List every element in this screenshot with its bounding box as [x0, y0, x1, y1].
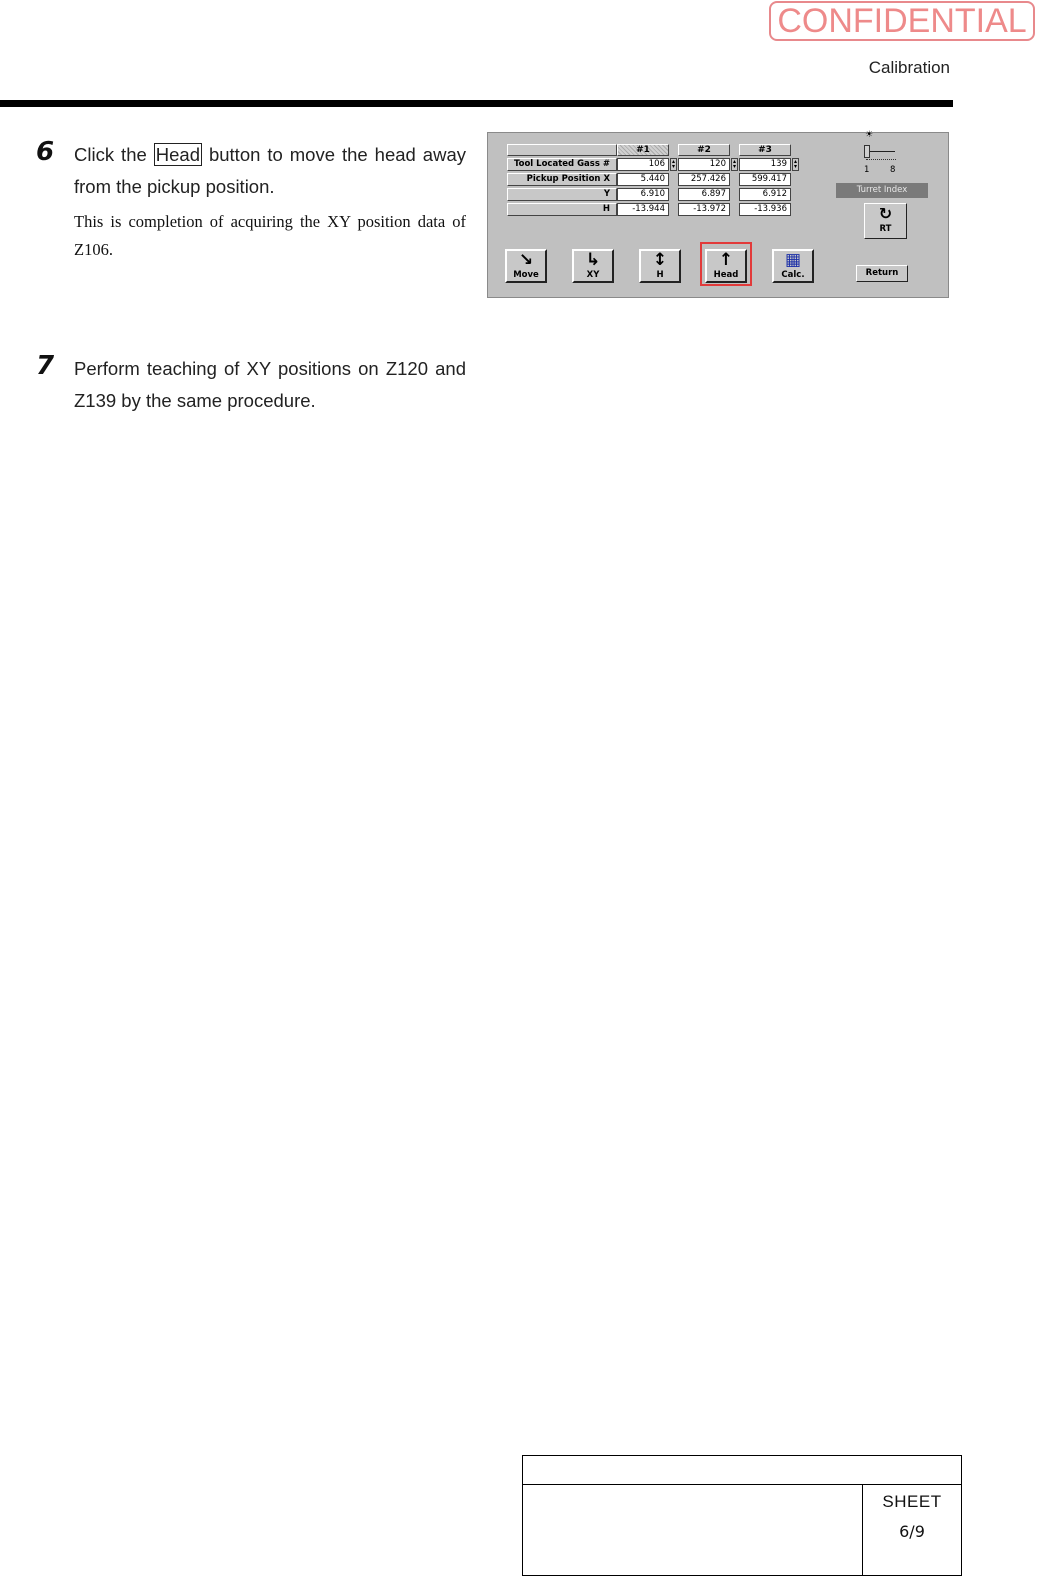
turret-slider-track[interactable]: [867, 151, 895, 152]
step-6-text: [74, 139, 466, 203]
head-button-ref: Head: [155, 144, 200, 165]
step-number-6: 6: [36, 137, 55, 167]
calculator-icon: ▦: [784, 250, 802, 270]
slider-min-label: 1: [864, 165, 870, 175]
row-label-y: Y: [507, 188, 617, 201]
row-label-x: Pickup Position X: [507, 173, 617, 186]
cell-tool-2[interactable]: 120: [678, 158, 730, 171]
move-arrow-icon: ↘: [518, 250, 534, 270]
title-block: [522, 1455, 962, 1576]
row-label-tool: Tool Located Gass #: [507, 158, 617, 171]
up-down-arrow-icon: ↕: [652, 250, 668, 270]
col-header-1[interactable]: #1: [617, 144, 669, 156]
cell-h-1[interactable]: -13.944: [617, 203, 669, 216]
h-button-label: H: [656, 270, 664, 280]
section-title: Calibration: [868, 58, 950, 77]
step-7-text: Perform teaching of XY positions on Z120 and Z139 by the same procedure.: [74, 358, 466, 411]
cell-x-3[interactable]: 599.417: [739, 173, 791, 186]
xy-button[interactable]: [572, 249, 614, 283]
cell-y-2[interactable]: 6.897: [678, 188, 730, 201]
move-button-label: Move: [513, 270, 539, 280]
rt-button[interactable]: [864, 203, 907, 239]
col-header-2[interactable]: #2: [678, 144, 730, 156]
step-6-text-after: button to move the head away from the pickup position.: [74, 144, 466, 197]
col-header-3[interactable]: #3: [739, 144, 791, 156]
cell-y-3[interactable]: 6.912: [739, 188, 791, 201]
cell-x-2[interactable]: 257.426: [678, 173, 730, 186]
cell-h-2[interactable]: -13.972: [678, 203, 730, 216]
title-block-hline: [523, 1484, 961, 1485]
calibration-screenshot: [487, 132, 949, 298]
cell-h-3[interactable]: -13.936: [739, 203, 791, 216]
light-icon: ☀: [865, 130, 874, 140]
cell-y-1[interactable]: 6.910: [617, 188, 669, 201]
calc-button[interactable]: [772, 249, 814, 283]
xy-button-label: XY: [586, 270, 600, 280]
calc-button-label: Calc.: [781, 270, 805, 280]
header-blank: [507, 144, 617, 156]
spin-tool-3[interactable]: ▴ ▾: [793, 158, 797, 170]
cell-tool-1[interactable]: 106: [617, 158, 669, 171]
h-button[interactable]: [639, 249, 681, 283]
head-button-label: Head: [713, 270, 739, 280]
rotate-icon: ↻: [878, 204, 893, 223]
cell-x-1[interactable]: 5.440: [617, 173, 669, 186]
step-6-text-before: Click the: [74, 144, 154, 165]
spin-tool-2[interactable]: ▴ ▾: [732, 158, 736, 170]
spin-tool-1[interactable]: ▴ ▾: [671, 158, 675, 170]
move-button[interactable]: [505, 249, 547, 283]
head-button[interactable]: [705, 249, 747, 283]
turret-slider-thumb[interactable]: [864, 145, 870, 158]
header-rule: [0, 100, 953, 107]
slider-max-label: 8: [890, 165, 896, 175]
rt-button-label: RT: [879, 224, 892, 234]
sheet-label: SHEET: [882, 1492, 942, 1511]
up-arrow-icon: ↑: [718, 250, 734, 270]
confidential-stamp: CONFIDENTIAL: [769, 1, 1035, 41]
sheet-number: 6/9: [899, 1522, 925, 1541]
step-6-note: This is completion of acquiring the XY position data of Z106.: [74, 212, 466, 259]
xy-axis-icon: ↳: [585, 250, 601, 270]
turret-index-label: Turret Index: [836, 183, 928, 198]
row-label-h: H: [507, 203, 617, 216]
turret-slider-ticks: [866, 159, 896, 163]
cell-tool-3[interactable]: 139: [739, 158, 791, 171]
return-button[interactable]: Return: [856, 265, 908, 282]
step-number-7: 7: [36, 351, 55, 381]
